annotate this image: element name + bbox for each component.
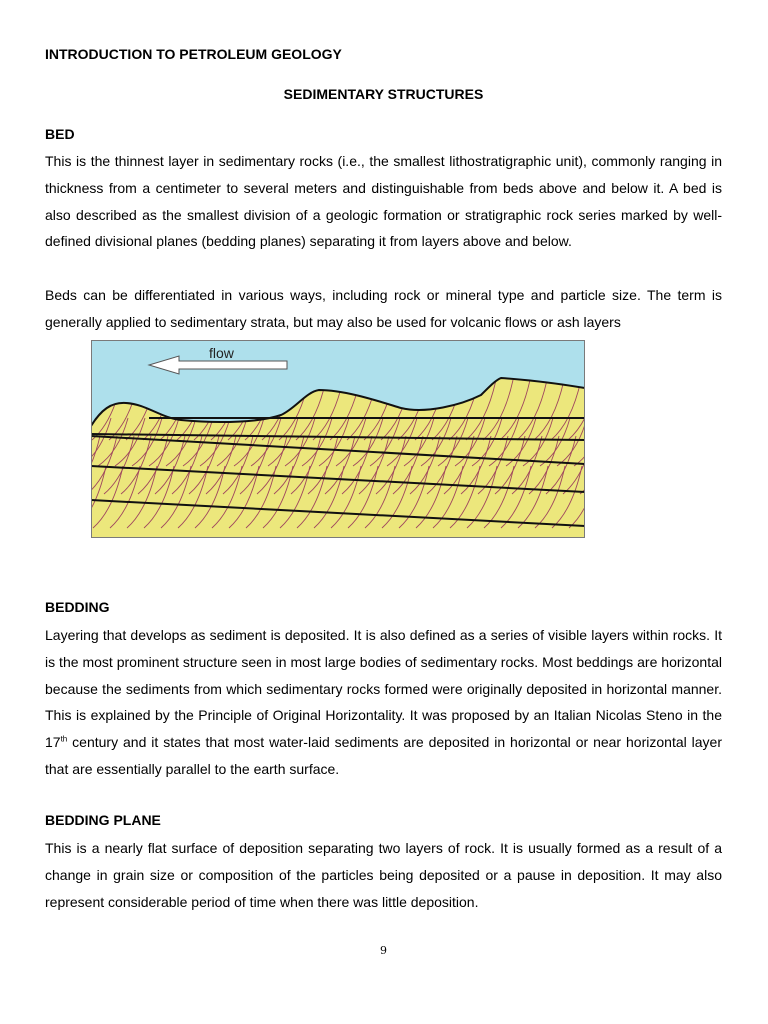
bedding-diagram — [91, 340, 585, 538]
flow-label: flow — [209, 345, 234, 361]
bedding-superscript: th — [60, 734, 68, 744]
bed-differentiation-paragraph: Beds can be differentiated in various ways, including rock or mineral type and particle size. The term is generally applied to sedimentary strata, but may also be used for volcanic flows or ash layers — [45, 287, 722, 330]
bedding-paragraph — [45, 622, 722, 783]
bedding-text-part1: Layering that develops as sediment is deposited. It is also defined as a series of visible layers within rocks. It is the most prominent structure seen in most large bodies of sedimentary rocks. Most beddings are horizontal because the sediments from which sedimentary rocks formed were originally deposited in horizontal manner. This is explained by the Principle of Original Horizontality. It was proposed by an Italian Nicolas Steno in the 17 — [45, 627, 722, 751]
bed-definition-paragraph: This is the thinnest layer in sedimentary rocks (i.e., the smallest lithostratigraphic unit), commonly ranging in thickness from a centimeter to several meters and distinguishable from beds above and below it. A bed is also described as the smallest division of a geologic formation or stratigraphic rock series marked by well-defined divisional planes (bedding planes) separating it from layers above and below. — [45, 153, 722, 250]
bedding-diagram-svg — [91, 340, 585, 538]
bedding-text-part2: century and it states that most water-laid sediments are deposited in horizontal or near horizontal layer that are essentially parallel to the earth surface. — [45, 734, 722, 777]
bedding-heading: BEDDING — [45, 599, 110, 615]
bed-heading: BED — [45, 126, 75, 142]
document-title: INTRODUCTION TO PETROLEUM GEOLOGY — [45, 46, 342, 62]
section-title: SEDIMENTARY STRUCTURES — [283, 86, 484, 102]
bedding-plane-heading: BEDDING PLANE — [45, 812, 161, 828]
bedding-plane-paragraph: This is a nearly flat surface of deposition separating two layers of rock. It is usually formed as a result of a change in grain size or composition of the particles being deposited or a pause in deposition. It may also represent considerable period of time when there was little deposition. — [45, 840, 722, 910]
page-number: 9 — [380, 944, 387, 957]
